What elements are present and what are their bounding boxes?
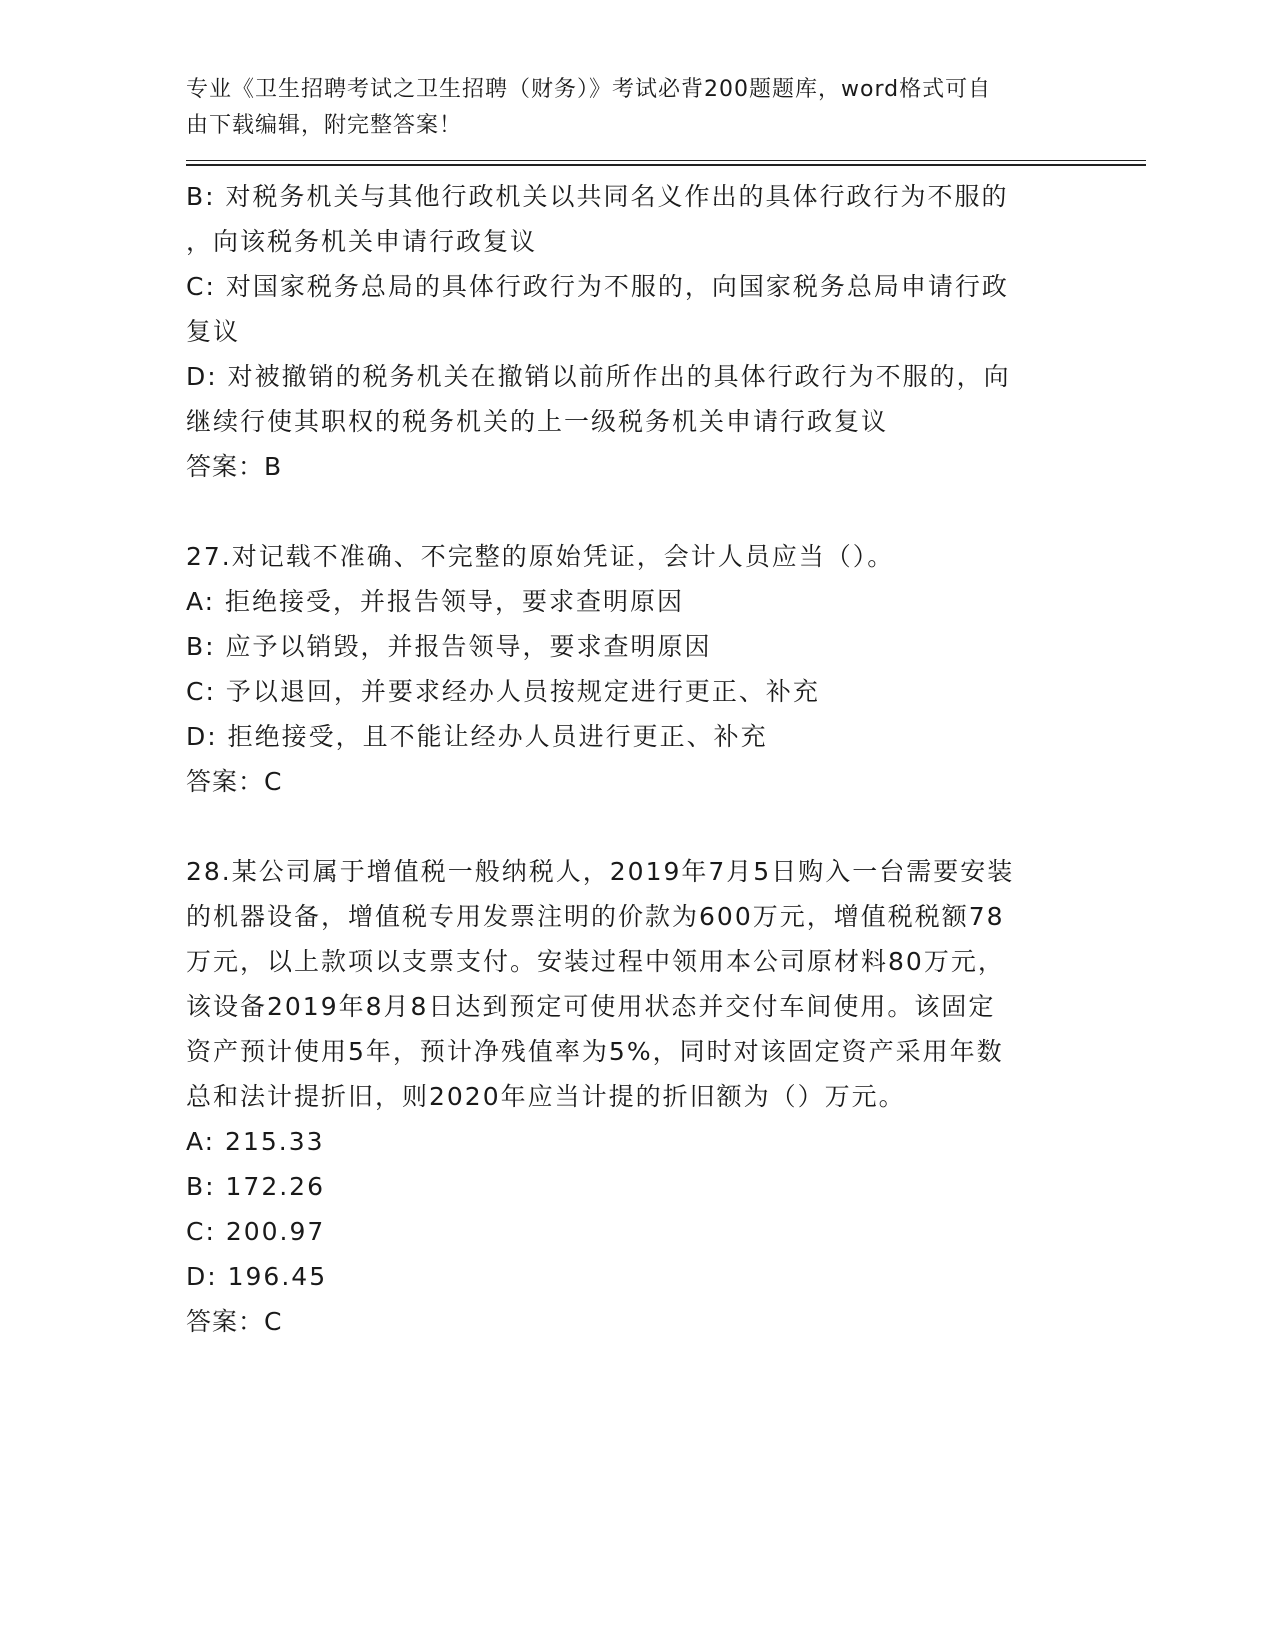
q27-answer: 答案：C [186, 767, 283, 796]
q28-question-line-1: 28.某公司属于增值税一般纳税人，2019年7月5日购入一台需要安装 [186, 857, 1015, 886]
q28-question-line-5: 资产预计使用5年，预计净残值率为5%，同时对该固定资产采用年数 [186, 1037, 1004, 1066]
q27-option-c: C: 予以退回，并要求经办人员按规定进行更正、补充 [186, 677, 820, 706]
divider-thick-line [186, 164, 1146, 166]
q26-option-d-line-1: D: 对被撤销的税务机关在撤销以前所作出的具体行政行为不服的，向 [186, 362, 1011, 391]
q28-question-line-6: 总和法计提折旧，则2020年应当计提的折旧额为（）万元。 [186, 1082, 906, 1111]
q28-option-b: B: 172.26 [186, 1172, 325, 1201]
spacer [186, 804, 1146, 849]
q27-option-b: B: 应予以销毁，并报告领导，要求查明原因 [186, 632, 712, 661]
q28-option-d: D: 196.45 [186, 1262, 328, 1291]
q27-question: 27.对记载不准确、不完整的原始凭证，会计人员应当（）。 [186, 542, 895, 571]
header-title-line-1: 专业《卫生招聘考试之卫生招聘（财务）》考试必背200题题库，word格式可自 [186, 77, 992, 102]
q28-option-c: C: 200.97 [186, 1217, 326, 1246]
header-title-line-2: 由下载编辑，附完整答案！ [186, 113, 463, 138]
q26-option-b-line-2: ，向该税务机关申请行政复议 [186, 227, 538, 256]
q26-answer: 答案：B [186, 452, 283, 481]
q27-option-a: A: 拒绝接受，并报告领导，要求查明原因 [186, 587, 685, 616]
question-28 [186, 849, 1146, 1344]
question-26 [186, 174, 1146, 489]
q27-option-d: D: 拒绝接受，且不能让经办人员进行更正、补充 [186, 722, 768, 751]
divider-thin-line [186, 160, 1146, 161]
header-divider [186, 160, 1146, 166]
q28-question-line-2: 的机器设备，增值税专用发票注明的价款为600万元，增值税税额78 [186, 902, 1005, 931]
q26-option-d-line-2: 继续行使其职权的税务机关的上一级税务机关申请行政复议 [186, 407, 889, 436]
document-page [186, 72, 1146, 1344]
question-27 [186, 534, 1146, 804]
q28-answer: 答案：C [186, 1307, 283, 1336]
q28-question-line-3: 万元，以上款项以支票支付。安装过程中领用本公司原材料80万元， [186, 947, 1005, 976]
document-header [186, 72, 1066, 144]
q26-option-c-line-2: 复议 [186, 317, 241, 346]
document-body [186, 174, 1146, 1344]
q28-option-a: A: 215.33 [186, 1127, 325, 1156]
spacer [186, 489, 1146, 534]
q28-question-line-4: 该设备2019年8月8日达到预定可使用状态并交付车间使用。该固定 [186, 992, 996, 1021]
q26-option-c-line-1: C: 对国家税务总局的具体行政行为不服的，向国家税务总局申请行政 [186, 272, 1009, 301]
q26-option-b-line-1: B: 对税务机关与其他行政机关以共同名义作出的具体行政行为不服的 [186, 182, 1009, 211]
